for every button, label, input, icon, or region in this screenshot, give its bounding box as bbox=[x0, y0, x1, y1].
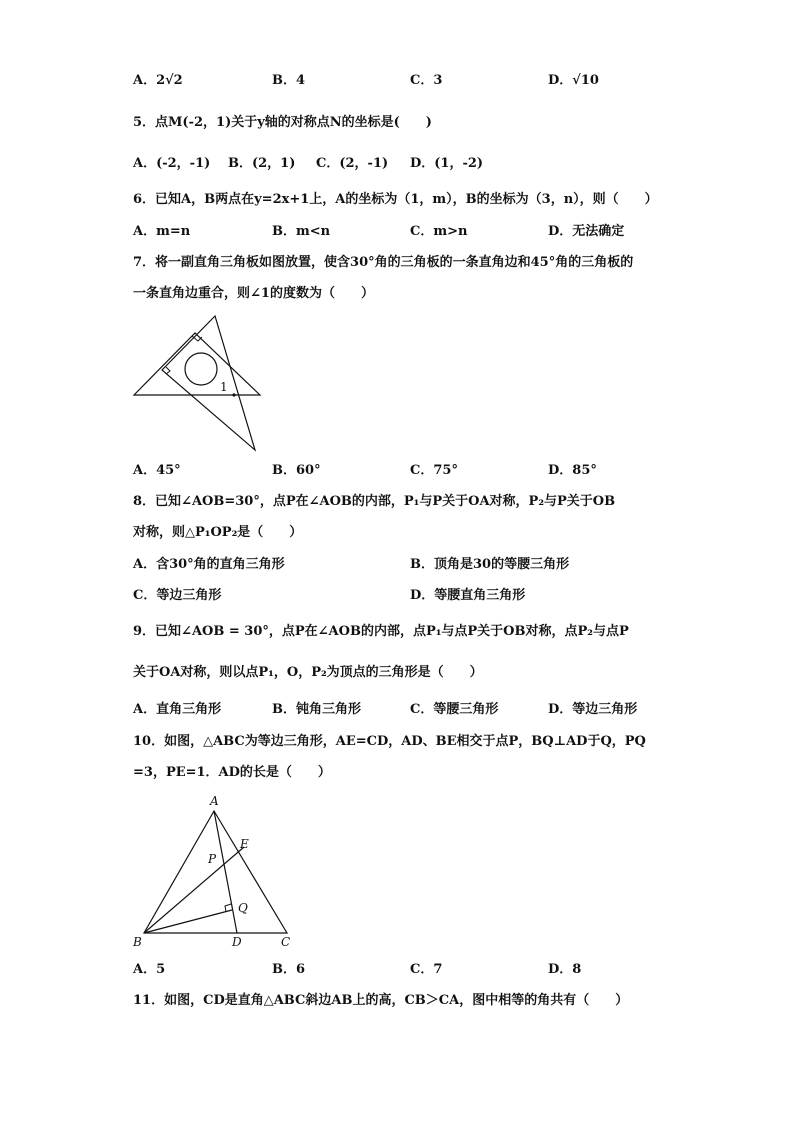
q7-option-c: C．75° bbox=[410, 463, 458, 478]
q5-option-a: A．(-2，-1) bbox=[133, 156, 211, 171]
q11-stem: 11．如图，CD是直角△ABC斜边AB上的高，CB＞CA，图中相等的角共有（ ） bbox=[133, 993, 629, 1008]
q7-stem-line1: 7．将一副直角三角板如图放置，使含30°角的三角板的一条直角边和45°角的三角板的 bbox=[133, 255, 634, 270]
q10-option-a: A．5 bbox=[133, 962, 166, 977]
q4-option-c: C．3 bbox=[410, 73, 443, 88]
q4-option-a: A．2√2 bbox=[133, 73, 183, 88]
q6-option-b: B．m<n bbox=[272, 224, 331, 239]
q7-option-d: D．85° bbox=[548, 463, 597, 478]
q7-triangle-figure bbox=[130, 313, 270, 453]
q6-option-c: C．m>n bbox=[410, 224, 468, 239]
q5-option-d: D．(1，-2) bbox=[410, 156, 484, 171]
q6-option-a: A．m=n bbox=[133, 224, 191, 239]
q10-label-a: A bbox=[210, 794, 219, 808]
q6-stem: 6．已知A，B两点在y=2x+1上，A的坐标为（1，m），B的坐标为（3，n），则（ ） bbox=[133, 192, 658, 207]
q10-label-c: C bbox=[281, 935, 291, 949]
q10-label-p: P bbox=[208, 852, 217, 866]
q8-stem-line2: 对称，则△P₁OP₂是（ ） bbox=[133, 525, 303, 540]
q10-label-d: D bbox=[232, 935, 242, 949]
q7-option-a: A．45° bbox=[133, 463, 181, 478]
q5-option-b: B．(2，1) bbox=[228, 156, 296, 171]
q7-option-b: B．60° bbox=[272, 463, 321, 478]
q10-label-q: Q bbox=[238, 901, 248, 915]
q9-stem-line1: 9．已知∠AOB = 30°，点P在∠AOB的内部，点P₁与点P关于OB对称，点P₂与点P bbox=[133, 624, 629, 639]
q5-option-c: C．(2，-1) bbox=[316, 156, 389, 171]
q9-stem-line2: 关于OA对称，则以点P₁，O，P₂为顶点的三角形是（ ） bbox=[133, 665, 483, 680]
q10-option-c: C．7 bbox=[410, 962, 443, 977]
q9-option-b: B．钝角三角形 bbox=[272, 702, 361, 717]
q10-option-b: B．6 bbox=[272, 962, 306, 977]
q7-stem-line2: 一条直角边重合，则∠1的度数为（ ） bbox=[133, 286, 374, 301]
q8-option-d: D．等腰直角三角形 bbox=[410, 588, 526, 603]
q10-triangle-figure bbox=[130, 792, 300, 952]
q10-label-e: E bbox=[240, 837, 249, 851]
q4-option-b: B．4 bbox=[272, 73, 306, 88]
q6-option-d: D．无法确定 bbox=[548, 224, 625, 239]
q10-label-b: B bbox=[133, 935, 142, 949]
q9-option-a: A．直角三角形 bbox=[133, 702, 222, 717]
q8-stem-line1: 8．已知∠AOB=30°，点P在∠AOB的内部，P₁与P关于OA对称，P₂与P关于OB bbox=[133, 494, 616, 509]
q10-option-d: D．8 bbox=[548, 962, 582, 977]
q9-option-c: C．等腰三角形 bbox=[410, 702, 499, 717]
q8-option-a: A．含30°角的直角三角形 bbox=[133, 557, 285, 572]
q8-option-c: C．等边三角形 bbox=[133, 588, 222, 603]
q4-option-d: D．√10 bbox=[548, 73, 599, 88]
q7-angle-label: 1 bbox=[220, 380, 228, 394]
q10-stem-line1: 10．如图，△ABC为等边三角形，AE=CD，AD、BE相交于点P，BQ⊥AD于Q，PQ bbox=[133, 734, 646, 749]
q8-option-b: B．顶角是30的等腰三角形 bbox=[410, 557, 570, 572]
q10-stem-line2: =3，PE=1．AD的长是（ ） bbox=[133, 765, 331, 780]
q5-stem: 5．点M(-2，1)关于y轴的对称点N的坐标是( ) bbox=[133, 115, 432, 130]
q9-option-d: D．等边三角形 bbox=[548, 702, 638, 717]
